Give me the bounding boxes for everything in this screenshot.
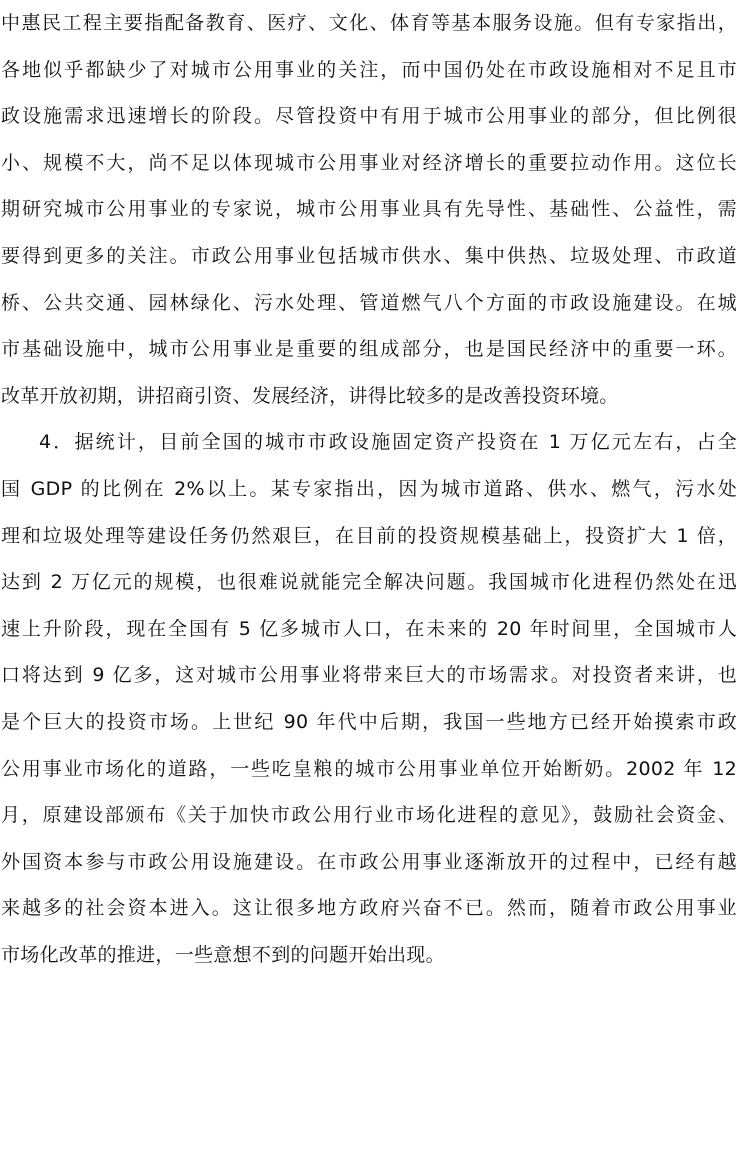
text-line: 市基础设施中，城市公用事业是重要的组成部分，也是国民经济中的重要一环。: [1, 338, 737, 361]
document-body: [1, 0, 737, 978]
text-line: 国 GDP 的比例在 2%以上。某专家指出，因为城市道路、供水、燃气，污水处: [1, 477, 737, 500]
text-line: 桥、公共交通、园林绿化、污水处理、管道燃气八个方面的市政设施建设。在城: [1, 291, 737, 314]
text-line: 公用事业市场化的道路，一些吃皇粮的城市公用事业单位开始断奶。2002 年 12: [1, 757, 737, 780]
text-line: 外国资本参与市政公用设施建设。在市政公用事业逐渐放开的过程中，已经有越: [1, 850, 737, 873]
text-line: 口将达到 9 亿多，这对城市公用事业将带来巨大的市场需求。对投资者来讲，也: [1, 664, 737, 687]
text-line: 速上升阶段，现在全国有 5 亿多城市人口，在未来的 20 年时间里，全国城市人: [1, 617, 737, 640]
paragraph-start-line: 4．据统计，目前全国的城市市政设施固定资产投资在 1 万亿元左右，占全: [39, 431, 737, 454]
text-line: 期研究城市公用事业的专家说，城市公用事业具有先导性、基础性、公益性，需: [1, 198, 737, 221]
text-line: 达到 2 万亿元的规模，也很难说就能完全解决问题。我国城市化进程仍然处在迅: [1, 571, 737, 594]
text-line: 理和垃圾处理等建设任务仍然艰巨，在目前的投资规模基础上，投资扩大 1 倍，: [1, 524, 737, 547]
text-line: 政设施需求迅速增长的阶段。尽管投资中有用于城市公用事业的部分，但比例很: [1, 105, 737, 128]
text-line: 小、规模不大，尚不足以体现城市公用事业对经济增长的重要拉动作用。这位长: [1, 151, 737, 174]
text-line: 来越多的社会资本进入。这让很多地方政府兴奋不已。然而，随着市政公用事业: [1, 897, 737, 920]
text-line: 各地似乎都缺少了对城市公用事业的关注，而中国仍处在市政设施相对不足且市: [1, 58, 737, 81]
text-line: 改革开放初期，讲招商引资、发展经济，讲得比较多的是改善投资环境。: [1, 384, 619, 407]
text-line: 要得到更多的关注。市政公用事业包括城市供水、集中供热、垃圾处理、市政道: [1, 244, 737, 267]
text-line: 中惠民工程主要指配备教育、医疗、文化、体育等基本服务设施。但有专家指出，: [1, 12, 737, 34]
text-line: 市场化改革的推进，一些意想不到的问题开始出现。: [1, 943, 445, 966]
text-line: 是个巨大的投资市场。上世纪 90 年代中后期，我国一些地方已经开始摸索市政: [1, 710, 737, 733]
text-line: 月，原建设部颁布《关于加快市政公用行业市场化进程的意见》，鼓励社会资金、: [1, 804, 737, 827]
